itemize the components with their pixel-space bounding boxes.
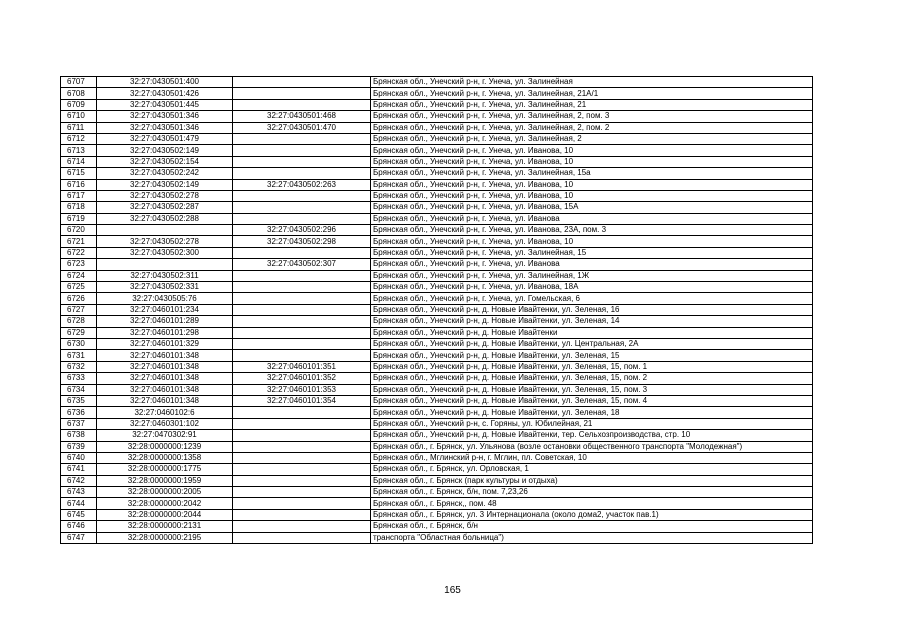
cadastral-number-cell: 32:27:0460101:348	[97, 361, 233, 372]
parent-cadastral-number-cell: 32:27:0430501:468	[233, 111, 371, 122]
row-number-cell: 6742	[61, 475, 97, 486]
address-cell: Брянская обл., Унечский р-н, г. Унеча, ул. Иванова, 10	[371, 190, 813, 201]
parent-cadastral-number-cell	[233, 350, 371, 361]
cadastral-number-cell: 32:28:0000000:1239	[97, 441, 233, 452]
cadastral-number-cell: 32:27:0460101:348	[97, 384, 233, 395]
row-number-cell: 6717	[61, 190, 97, 201]
table-row	[61, 179, 813, 190]
cadastral-number-cell: 32:27:0430501:346	[97, 122, 233, 133]
row-number-cell: 6745	[61, 509, 97, 520]
cadastral-number-cell: 32:27:0430501:346	[97, 111, 233, 122]
row-number-cell: 6728	[61, 316, 97, 327]
row-number-cell: 6713	[61, 145, 97, 156]
row-number-cell: 6716	[61, 179, 97, 190]
cadastral-number-cell: 32:28:0000000:2005	[97, 487, 233, 498]
address-cell: Брянская обл., Унечский р-н, г. Унеча, ул. Залинейная, 21А/1	[371, 88, 813, 99]
parent-cadastral-number-cell	[233, 304, 371, 315]
address-cell: Брянская обл., Унечский р-н, д. Новые Ивайтенки, ул. Зеленая, 14	[371, 316, 813, 327]
address-cell: Брянская обл., Мглинский р-н, г. Мглин, пл. Советская, 10	[371, 452, 813, 463]
row-number-cell: 6743	[61, 487, 97, 498]
address-cell: Брянская обл., г. Брянск (парк культуры и отдыха)	[371, 475, 813, 486]
cadastral-number-cell: 32:27:0460101:234	[97, 304, 233, 315]
address-cell: Брянская обл., Унечский р-н, г. Унеча, ул. Иванова, 10	[371, 179, 813, 190]
address-cell: Брянская обл., Унечский р-н, г. Унеча, ул. Залинейная, 15	[371, 247, 813, 258]
address-cell: транспорта "Областная больница")	[371, 532, 813, 543]
table-row	[61, 532, 813, 543]
table-row	[61, 441, 813, 452]
cadastral-number-cell: 32:27:0430502:149	[97, 145, 233, 156]
table-row	[61, 202, 813, 213]
address-cell: Брянская обл., Унечский р-н, д. Новые Ивайтенки, ул. Зеленая, 15	[371, 350, 813, 361]
parent-cadastral-number-cell	[233, 327, 371, 338]
table-row	[61, 464, 813, 475]
parent-cadastral-number-cell	[233, 282, 371, 293]
table-row	[61, 361, 813, 372]
cadastral-number-cell: 32:27:0430501:479	[97, 133, 233, 144]
table-row	[61, 350, 813, 361]
address-cell: Брянская обл., г. Брянск,, пом. 48	[371, 498, 813, 509]
table-row	[61, 122, 813, 133]
row-number-cell: 6730	[61, 338, 97, 349]
table-row	[61, 133, 813, 144]
parent-cadastral-number-cell: 32:27:0460101:353	[233, 384, 371, 395]
parent-cadastral-number-cell	[233, 133, 371, 144]
parent-cadastral-number-cell	[233, 88, 371, 99]
address-cell: Брянская обл., Унечский р-н, г. Унеча, ул. Залинейная, 2, пом. 2	[371, 122, 813, 133]
cadastral-number-cell: 32:27:0430501:445	[97, 99, 233, 110]
address-cell: Брянская обл., Унечский р-н, г. Унеча, ул. Иванова, 10	[371, 236, 813, 247]
page-number: 165	[444, 585, 461, 596]
parent-cadastral-number-cell	[233, 145, 371, 156]
cadastral-number-cell: 32:27:0430502:300	[97, 247, 233, 258]
table-row	[61, 521, 813, 532]
registry-table	[60, 76, 813, 544]
table-row	[61, 111, 813, 122]
address-cell: Брянская обл., Унечский р-н, г. Унеча, ул. Гомельская, 6	[371, 293, 813, 304]
parent-cadastral-number-cell	[233, 316, 371, 327]
parent-cadastral-number-cell	[233, 213, 371, 224]
table-row	[61, 498, 813, 509]
parent-cadastral-number-cell	[233, 498, 371, 509]
cadastral-number-cell: 32:28:0000000:2042	[97, 498, 233, 509]
address-cell: Брянская обл., Унечский р-н, д. Новые Ивайтенки, ул. Зеленая, 15, пом. 2	[371, 373, 813, 384]
cadastral-number-cell: 32:27:0430501:400	[97, 77, 233, 88]
parent-cadastral-number-cell	[233, 441, 371, 452]
parent-cadastral-number-cell	[233, 77, 371, 88]
cadastral-number-cell: 32:27:0430502:149	[97, 179, 233, 190]
table-row	[61, 509, 813, 520]
table-row	[61, 430, 813, 441]
parent-cadastral-number-cell: 32:27:0430502:296	[233, 225, 371, 236]
row-number-cell: 6715	[61, 168, 97, 179]
row-number-cell: 6712	[61, 133, 97, 144]
cadastral-number-cell: 32:27:0430502:311	[97, 270, 233, 281]
table-row	[61, 156, 813, 167]
cadastral-number-cell: 32:27:0460101:348	[97, 373, 233, 384]
parent-cadastral-number-cell	[233, 464, 371, 475]
parent-cadastral-number-cell	[233, 521, 371, 532]
table-row	[61, 327, 813, 338]
address-cell: Брянская обл., г. Брянск, б/н, пом. 7,23,26	[371, 487, 813, 498]
table-row	[61, 475, 813, 486]
parent-cadastral-number-cell: 32:27:0430501:470	[233, 122, 371, 133]
row-number-cell: 6719	[61, 213, 97, 224]
cadastral-number-cell: 32:28:0000000:1775	[97, 464, 233, 475]
address-cell: Брянская обл., Унечский р-н, г. Унеча, ул. Иванова	[371, 213, 813, 224]
cadastral-number-cell: 32:27:0430502:242	[97, 168, 233, 179]
cadastral-number-cell: 32:27:0470302:91	[97, 430, 233, 441]
table-row	[61, 259, 813, 270]
row-number-cell: 6731	[61, 350, 97, 361]
address-cell: Брянская обл., Унечский р-н, д. Новые Ивайтенки, тер. Сельхозпроизводства, стр. 10	[371, 430, 813, 441]
cadastral-number-cell: 32:27:0460101:298	[97, 327, 233, 338]
address-cell: Брянская обл., Унечский р-н, г. Унеча, ул. Иванова, 10	[371, 156, 813, 167]
row-number-cell: 6738	[61, 430, 97, 441]
address-cell: Брянская обл., Унечский р-н, г. Унеча, ул. Залинейная, 21	[371, 99, 813, 110]
address-cell: Брянская обл., г. Брянск, б/н	[371, 521, 813, 532]
parent-cadastral-number-cell: 32:27:0430502:307	[233, 259, 371, 270]
table-row	[61, 338, 813, 349]
row-number-cell: 6721	[61, 236, 97, 247]
parent-cadastral-number-cell	[233, 509, 371, 520]
row-number-cell: 6725	[61, 282, 97, 293]
parent-cadastral-number-cell	[233, 190, 371, 201]
row-number-cell: 6735	[61, 395, 97, 406]
table-row	[61, 270, 813, 281]
table-row	[61, 304, 813, 315]
table-row	[61, 145, 813, 156]
cadastral-number-cell: 32:27:0460101:289	[97, 316, 233, 327]
table-row	[61, 395, 813, 406]
parent-cadastral-number-cell	[233, 452, 371, 463]
table-row	[61, 77, 813, 88]
row-number-cell: 6723	[61, 259, 97, 270]
address-cell: Брянская обл., Унечский р-н, д. Новые Ивайтенки, ул. Зеленая, 15, пом. 1	[371, 361, 813, 372]
table-row	[61, 282, 813, 293]
row-number-cell: 6711	[61, 122, 97, 133]
parent-cadastral-number-cell: 32:27:0430502:298	[233, 236, 371, 247]
cadastral-number-cell: 32:27:0460301:102	[97, 418, 233, 429]
cadastral-number-cell: 32:27:0460101:329	[97, 338, 233, 349]
address-cell: Брянская обл., Унечский р-н, г. Унеча, ул. Залинейная, 2	[371, 133, 813, 144]
row-number-cell: 6714	[61, 156, 97, 167]
row-number-cell: 6729	[61, 327, 97, 338]
row-number-cell: 6707	[61, 77, 97, 88]
table-row	[61, 247, 813, 258]
cadastral-number-cell: 32:27:0460102:6	[97, 407, 233, 418]
parent-cadastral-number-cell	[233, 270, 371, 281]
table-row	[61, 213, 813, 224]
table-row	[61, 293, 813, 304]
row-number-cell: 6737	[61, 418, 97, 429]
address-cell: Брянская обл., Унечский р-н, д. Новые Ивайтенки, ул. Центральная, 2А	[371, 338, 813, 349]
cadastral-number-cell	[97, 259, 233, 270]
table-row	[61, 487, 813, 498]
row-number-cell: 6724	[61, 270, 97, 281]
cadastral-number-cell: 32:27:0430501:426	[97, 88, 233, 99]
address-cell: Брянская обл., Унечский р-н, д. Новые Ивайтенки, ул. Зеленая, 15, пом. 4	[371, 395, 813, 406]
parent-cadastral-number-cell	[233, 430, 371, 441]
address-cell: Брянская обл., Унечский р-н, г. Унеча, ул. Иванова, 10	[371, 145, 813, 156]
parent-cadastral-number-cell	[233, 168, 371, 179]
parent-cadastral-number-cell	[233, 338, 371, 349]
address-cell: Брянская обл., Унечский р-н, г. Унеча, ул. Залинейная	[371, 77, 813, 88]
address-cell: Брянская обл., Унечский р-н, г. Унеча, ул. Иванова, 18А	[371, 282, 813, 293]
row-number-cell: 6741	[61, 464, 97, 475]
address-cell: Брянская обл., г. Брянск, ул. Орловская, 1	[371, 464, 813, 475]
row-number-cell: 6727	[61, 304, 97, 315]
parent-cadastral-number-cell	[233, 247, 371, 258]
parent-cadastral-number-cell	[233, 99, 371, 110]
address-cell: Брянская обл., Унечский р-н, г. Унеча, ул. Залинейная, 2, пом. 3	[371, 111, 813, 122]
address-cell: Брянская обл., г. Брянск, ул. 3 Интернационала (около дома2, участок пав.1)	[371, 509, 813, 520]
table-row	[61, 373, 813, 384]
table-row	[61, 384, 813, 395]
cadastral-number-cell: 32:27:0430502:288	[97, 213, 233, 224]
row-number-cell: 6740	[61, 452, 97, 463]
cadastral-number-cell: 32:27:0430502:278	[97, 236, 233, 247]
parent-cadastral-number-cell	[233, 532, 371, 543]
table-row	[61, 452, 813, 463]
table-row	[61, 236, 813, 247]
parent-cadastral-number-cell	[233, 418, 371, 429]
address-cell: Брянская обл., Унечский р-н, д. Новые Ивайтенки, ул. Зеленая, 15, пом. 3	[371, 384, 813, 395]
cadastral-number-cell	[97, 225, 233, 236]
cadastral-number-cell: 32:27:0430502:331	[97, 282, 233, 293]
address-cell: Брянская обл., Унечский р-н, д. Новые Ивайтенки, ул. Зеленая, 16	[371, 304, 813, 315]
row-number-cell: 6739	[61, 441, 97, 452]
row-number-cell: 6747	[61, 532, 97, 543]
row-number-cell: 6710	[61, 111, 97, 122]
parent-cadastral-number-cell: 32:27:0460101:354	[233, 395, 371, 406]
parent-cadastral-number-cell	[233, 407, 371, 418]
address-cell: Брянская обл., Унечский р-н, д. Новые Ивайтенки	[371, 327, 813, 338]
address-cell: Брянская обл., г. Брянск, ул. Ульянова (возле остановки общественного транспорта "Молодежная")	[371, 441, 813, 452]
parent-cadastral-number-cell: 32:27:0460101:352	[233, 373, 371, 384]
cadastral-number-cell: 32:28:0000000:2044	[97, 509, 233, 520]
address-cell: Брянская обл., Унечский р-н, с. Горяны, ул. Юбилейная, 21	[371, 418, 813, 429]
table-row	[61, 316, 813, 327]
row-number-cell: 6746	[61, 521, 97, 532]
cadastral-number-cell: 32:27:0460101:348	[97, 350, 233, 361]
table-row	[61, 168, 813, 179]
row-number-cell: 6722	[61, 247, 97, 258]
row-number-cell: 6720	[61, 225, 97, 236]
cadastral-number-cell: 32:28:0000000:2195	[97, 532, 233, 543]
address-cell: Брянская обл., Унечский р-н, д. Новые Ивайтенки, ул. Зеленая, 18	[371, 407, 813, 418]
cadastral-number-cell: 32:28:0000000:1959	[97, 475, 233, 486]
table-row	[61, 99, 813, 110]
cadastral-number-cell: 32:28:0000000:2131	[97, 521, 233, 532]
address-cell: Брянская обл., Унечский р-н, г. Унеча, ул. Залинейная, 15а	[371, 168, 813, 179]
row-number-cell: 6734	[61, 384, 97, 395]
parent-cadastral-number-cell	[233, 156, 371, 167]
row-number-cell: 6718	[61, 202, 97, 213]
cadastral-number-cell: 32:27:0460101:348	[97, 395, 233, 406]
table-row	[61, 407, 813, 418]
parent-cadastral-number-cell	[233, 293, 371, 304]
cadastral-number-cell: 32:27:0430502:287	[97, 202, 233, 213]
row-number-cell: 6708	[61, 88, 97, 99]
cadastral-number-cell: 32:27:0430505:76	[97, 293, 233, 304]
parent-cadastral-number-cell	[233, 202, 371, 213]
row-number-cell: 6744	[61, 498, 97, 509]
row-number-cell: 6726	[61, 293, 97, 304]
table-row	[61, 88, 813, 99]
parent-cadastral-number-cell: 32:27:0430502:263	[233, 179, 371, 190]
row-number-cell: 6732	[61, 361, 97, 372]
parent-cadastral-number-cell	[233, 475, 371, 486]
cadastral-number-cell: 32:27:0430502:154	[97, 156, 233, 167]
row-number-cell: 6736	[61, 407, 97, 418]
cadastral-number-cell: 32:27:0430502:278	[97, 190, 233, 201]
row-number-cell: 6709	[61, 99, 97, 110]
table-row	[61, 190, 813, 201]
table-row	[61, 225, 813, 236]
cadastral-number-cell: 32:28:0000000:1358	[97, 452, 233, 463]
address-cell: Брянская обл., Унечский р-н, г. Унеча, ул. Залинейная, 1Ж	[371, 270, 813, 281]
table-row	[61, 418, 813, 429]
row-number-cell: 6733	[61, 373, 97, 384]
address-cell: Брянская обл., Унечский р-н, г. Унеча, ул. Иванова, 23А, пом. 3	[371, 225, 813, 236]
parent-cadastral-number-cell: 32:27:0460101:351	[233, 361, 371, 372]
address-cell: Брянская обл., Унечский р-н, г. Унеча, ул. Иванова	[371, 259, 813, 270]
registry-table-body	[61, 77, 813, 544]
address-cell: Брянская обл., Унечский р-н, г. Унеча, ул. Иванова, 15А	[371, 202, 813, 213]
parent-cadastral-number-cell	[233, 487, 371, 498]
